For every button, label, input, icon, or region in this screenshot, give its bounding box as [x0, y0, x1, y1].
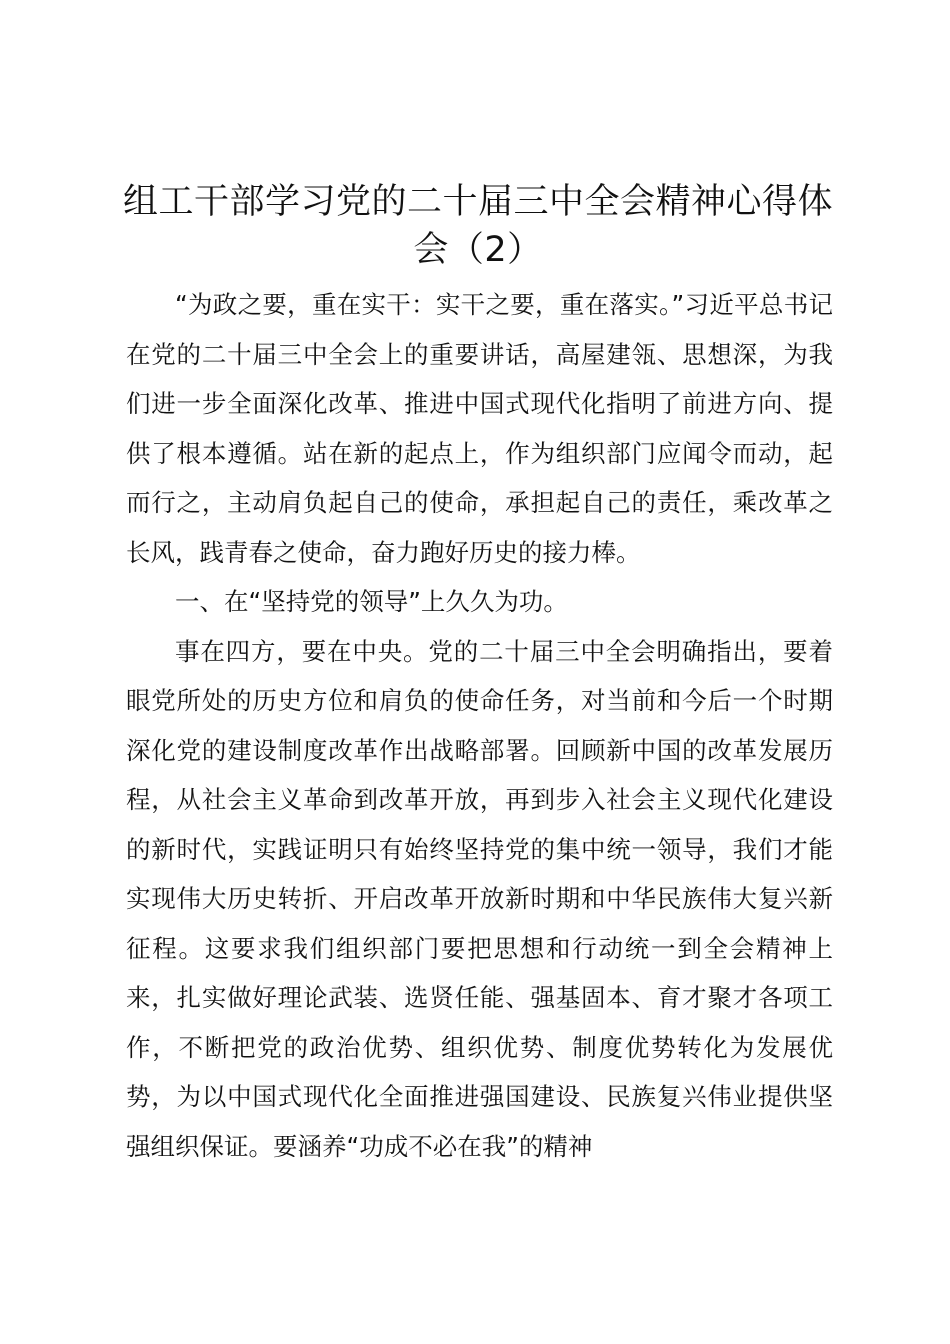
document-body	[126, 280, 833, 1171]
intro-paragraph: “为政之要，重在实干：实干之要，重在落实。”习近平总书记在党的二十届三中全会上的重要讲话，高屋建瓴、思想深，为我们进一步全面深化改革、推进中国式现代化指明了前进方向、提供了根本遵循。站在新的起点上，作为组织部门应闻令而动，起而行之，主动肩负起自己的使命，承担起自己的责任，乘改革之长风，践青春之使命，奋力跑好历史的接力棒。	[126, 290, 833, 567]
section-heading-1: 一、在“坚持党的领导”上久久为功。	[175, 587, 568, 616]
document-title: 组工干部学习党的二十届三中全会精神心得体会（2）	[122, 182, 833, 270]
section-1-paragraph: 事在四方，要在中央。党的二十届三中全会明确指出，要着眼党所处的历史方位和肩负的使命任务，对当前和今后一个时期深化党的建设制度改革作出战略部署。回顾新中国的改革发展历程，从社会主义革命到改革开放，再到步入社会主义现代化建设的新时代，实践证明只有始终坚持党的集中统一领导，我们才能实现伟大历史转折、开启改革开放新时期和中华民族伟大复兴新征程。这要求我们组织部门要把思想和行动统一到全会精神上来，扎实做好理论武装、选贤任能、强基固本、育才聚才各项工作，不断把党的政治优势、组织优势、制度优势转化为发展优势，为以中国式现代化全面推进强国建设、民族复兴伟业提供坚强组织保证。要涵养“功成不必在我”的精神	[126, 636, 833, 1161]
